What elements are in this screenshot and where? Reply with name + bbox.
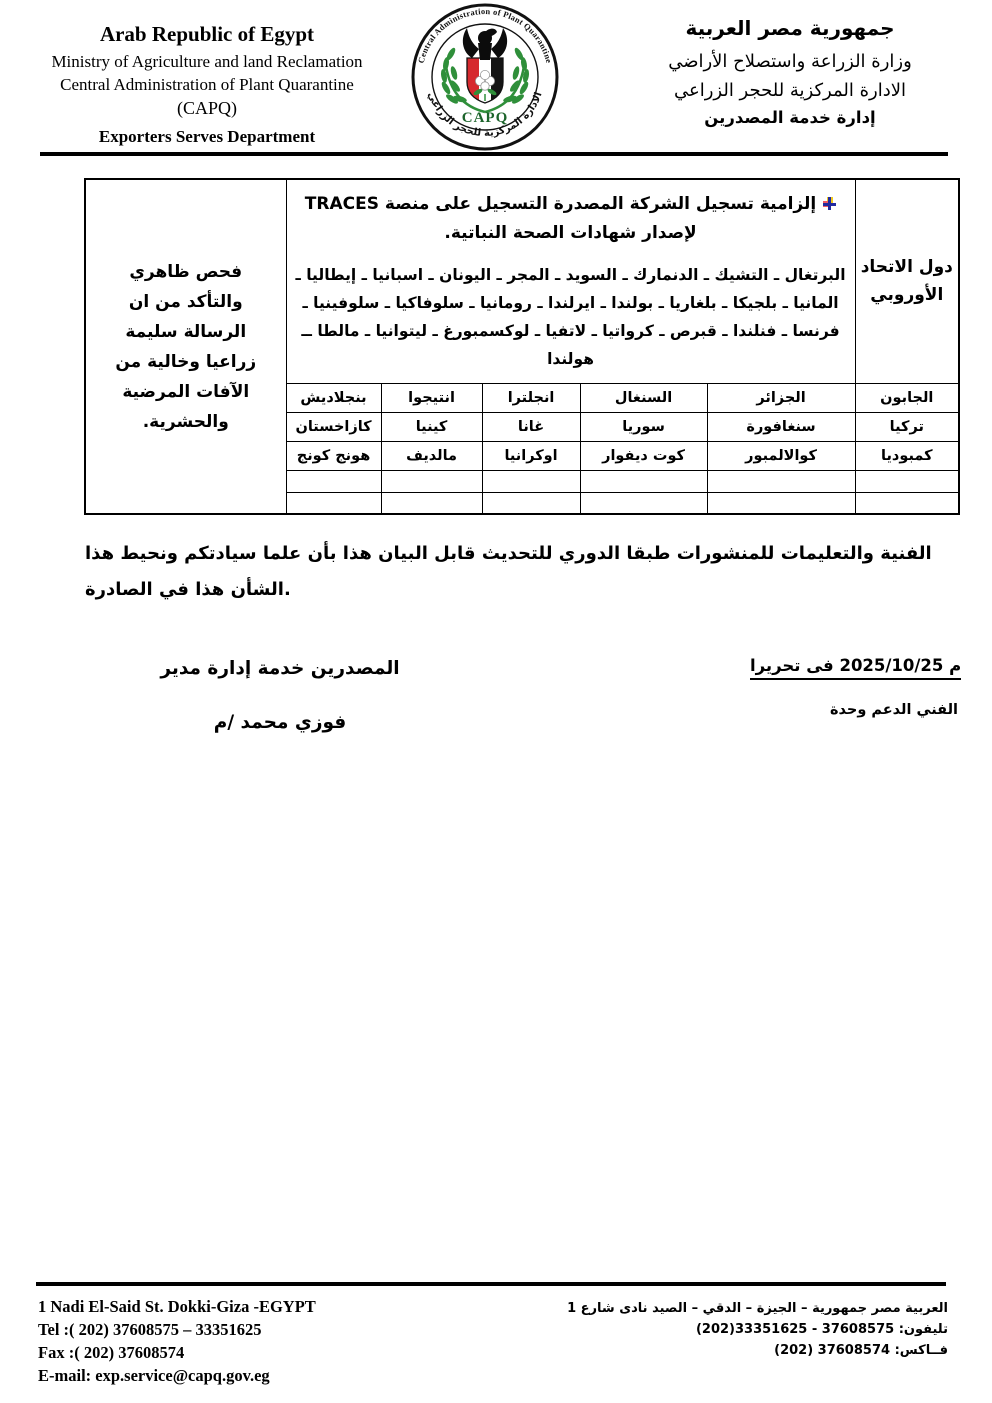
header-divider-rule xyxy=(40,152,948,156)
logo-acronym-text: CAPQ xyxy=(461,110,509,126)
table-empty-cell xyxy=(707,492,855,514)
table-empty-cell xyxy=(381,470,482,492)
footer-email-en: E-mail: exp.service@capq.gov.eg xyxy=(38,1366,270,1385)
eu-header-line: دول الاتحاد xyxy=(860,257,953,278)
technical-support-unit: وحدة‎ الدعم‎ الفني xyxy=(829,702,958,718)
logo-bottom-curved-text: الادارة المركزية للحجر الزراعي xyxy=(425,90,545,140)
capq-seal-logo xyxy=(410,2,560,152)
inspection-line: الرسالة سليمة xyxy=(125,321,247,342)
country-cell: كوت ديفوار xyxy=(580,441,707,470)
traces-requirement-line1: إلزامية تسجيل الشركة المصدرة التسجيل على منصة TRACES xyxy=(287,190,855,219)
table-empty-cell xyxy=(707,470,855,492)
country-cell: مالديف xyxy=(381,441,482,470)
country-cell: كازاخستان xyxy=(286,412,381,441)
country-cell: انجلترا xyxy=(482,383,580,412)
footer-address-en: 1 Nadi El-Said St. Dokki-Giza -EGYPT xyxy=(38,1297,316,1316)
footer-tel-ar: تليفون: (202)33351625 - 37608575 xyxy=(695,1322,948,1337)
eu-country-list-line: المانيا ـ بلجيكا ـ بلغاريا ـ بولندا ـ ايرلندا ـ رومانيا ـ سلوفاكيا ـ سلوفينيا ـ xyxy=(302,293,839,312)
footer-address-ar: 1 شارع‎ نادى‎ الصيد‎ – الدقي‎ – الجيزة‎ – جمهورية‎ مصر‎ العربية xyxy=(567,1301,948,1316)
administration-en: Central Administration of Plant Quarantine xyxy=(60,75,354,94)
department-en: Exporters Serves Department xyxy=(98,127,316,146)
table-empty-cell xyxy=(855,492,959,514)
letterhead-arabic xyxy=(622,16,958,127)
notice-line1: هذا‎ ونحيط‎ سيادتكم‎ علما‎ بأن‎ هذا‎ البيان‎ قابل‎ للتحديث‎ الدوري‎ طبقا‎ للمنشورات‎ والتعليمات‎ الفنية xyxy=(85,543,932,564)
traces-requirement-line2: لإصدار شهادات الصحة النباتية. xyxy=(444,222,697,243)
administration-ar: الادارة المركزية للحجر الزراعي xyxy=(673,80,907,101)
letterhead-english xyxy=(28,22,386,147)
table-empty-cell xyxy=(580,492,707,514)
table-empty-cell xyxy=(482,470,580,492)
eu-countries-header-cell xyxy=(855,179,959,383)
footer-fax-ar: فــاكس: (202) 37608574 xyxy=(774,1343,948,1358)
country-cell: كينيا xyxy=(381,412,482,441)
eu-header-line: الأوروبي xyxy=(870,285,944,306)
footer-tel-number-ar: (202)33351625 - 37608575 xyxy=(695,1322,895,1337)
ministry-en: Ministry of Agriculture and land Reclamation xyxy=(51,52,363,71)
eu-country-list-line: البرتغال ـ التشيك ـ الدنمارك ـ السويد ـ المجر ـ اليونان ـ اسبانيا ـ إيطاليا ـ xyxy=(295,265,846,284)
country-cell: غانا xyxy=(482,412,580,441)
footer-fax-en: Fax :( 202) 37608574 xyxy=(38,1343,185,1362)
table-empty-cell xyxy=(855,470,959,492)
notice-paragraph xyxy=(85,536,957,608)
traces-bullet-icon xyxy=(823,197,836,210)
logo-top-curved-text: Central Administration of Plant Quarantine xyxy=(416,6,554,65)
department-ar: إدارة خدمة المصدرين xyxy=(704,108,876,127)
inspection-note-cell xyxy=(85,179,286,514)
country-cell: اوكرانيا xyxy=(482,441,580,470)
issue-date: تحريرا‎ فى‎ 2025/10/25 م xyxy=(750,656,961,680)
date-block xyxy=(750,656,962,718)
footer-divider-rule xyxy=(36,1282,946,1286)
acronym-en: (CAPQ) xyxy=(176,98,237,118)
requirements-table-wrap xyxy=(84,178,960,515)
eu-country-list xyxy=(287,261,855,373)
country-cell: الجزائر xyxy=(707,383,855,412)
inspection-line: الآفات المرضية xyxy=(122,381,250,402)
country-cell: كوالالمبور xyxy=(707,441,855,470)
inspection-line: والحشرية. xyxy=(142,411,229,432)
requirements-table xyxy=(84,178,960,515)
table-empty-cell xyxy=(580,470,707,492)
country-cell: تركيا xyxy=(855,412,959,441)
manager-name: م/‎ محمد‎ فوزي xyxy=(213,712,347,733)
inspection-line: والتأكد من ان xyxy=(128,291,243,312)
inspection-line: زراعيا وخالية من xyxy=(115,351,257,372)
country-cell: انتيجوا xyxy=(381,383,482,412)
country-cell: هونج كونج xyxy=(286,441,381,470)
table-empty-cell xyxy=(482,492,580,514)
table-empty-cell xyxy=(286,492,381,514)
footer-fax-number-ar: (202) 37608574 xyxy=(774,1343,891,1358)
country-cell: كمبوديا xyxy=(855,441,959,470)
traces-requirement-cell xyxy=(286,179,855,383)
country-cell: الجابون xyxy=(855,383,959,412)
country-cell: السنغال xyxy=(580,383,707,412)
notice-line2: الصادرة‎ في‎ هذا‎ الشأن. xyxy=(85,579,291,600)
table-empty-cell xyxy=(381,492,482,514)
country-cell: سنغافورة xyxy=(707,412,855,441)
footer-english xyxy=(38,1295,316,1387)
ministry-ar: وزارة الزراعة واستصلاح الأراضي xyxy=(668,51,912,72)
country-title-ar: جمهورية مصر العربية xyxy=(685,16,895,40)
manager-title: مدير‎ إدارة‎ خدمة‎ المصدرين xyxy=(160,658,400,679)
country-cell: سوريا xyxy=(580,412,707,441)
footer-tel-en: Tel :( 202) 37608575 – 33351625 xyxy=(38,1320,262,1339)
eu-country-list-line: فرنسا ـ فنلندا ـ قبرص ـ كرواتيا ـ لاتفيا ـ لوكسمبورغ ـ ليتوانيا ـ مالطا ــ xyxy=(301,321,840,340)
eu-country-list-line: هولندا xyxy=(547,349,594,368)
country-title-en: Arab Republic of Egypt xyxy=(99,22,315,46)
country-cell: بنجلاديش xyxy=(286,383,381,412)
signature-block xyxy=(156,658,404,733)
inspection-line: فحص ظاهري xyxy=(129,261,243,282)
footer-arabic xyxy=(560,1298,948,1361)
table-empty-cell xyxy=(286,470,381,492)
